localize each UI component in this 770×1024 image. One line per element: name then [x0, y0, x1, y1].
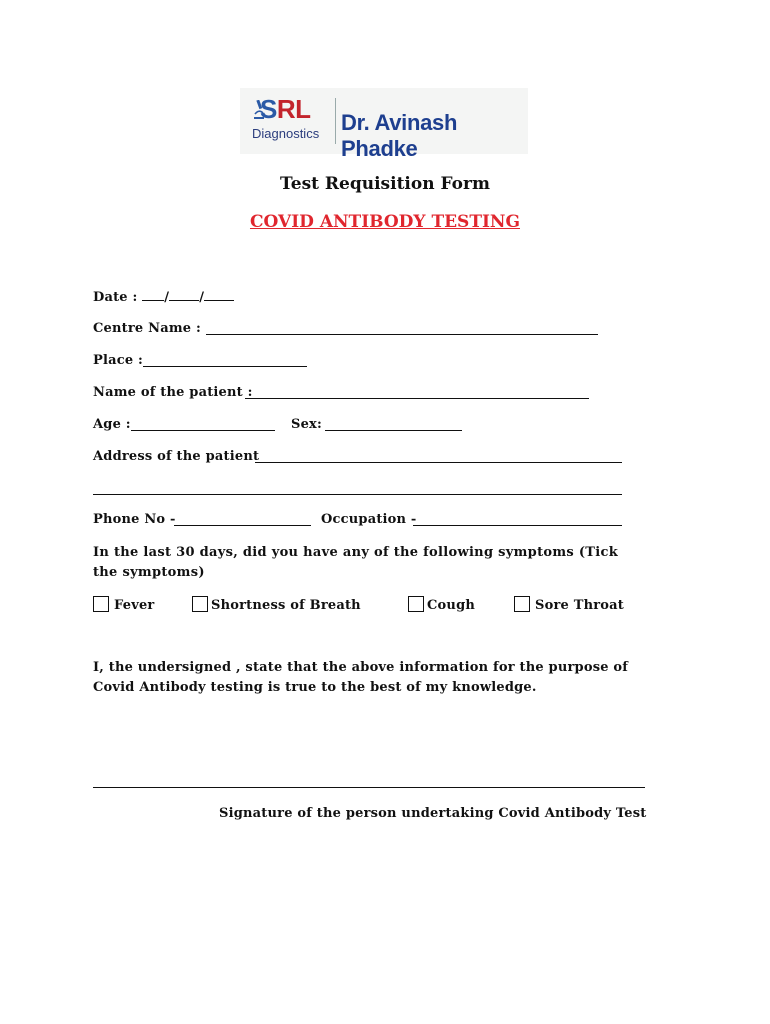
patient-name-field[interactable]: [245, 387, 589, 399]
signature-field[interactable]: [93, 786, 645, 788]
symptom-cough[interactable]: [408, 596, 475, 613]
phone-label: Phone No -: [93, 512, 176, 527]
symptom-fever-label: Fever: [114, 598, 155, 613]
srl-subtitle: Diagnostics: [252, 126, 320, 141]
symptoms-question: In the last 30 days, did you have any of the following symptoms (Tick the symptoms): [93, 545, 619, 580]
logo-divider: [335, 98, 336, 144]
sex-label: Sex:: [291, 417, 323, 432]
date-month-field[interactable]: [169, 289, 199, 301]
address-field-line1[interactable]: [255, 451, 622, 463]
signature-caption: Signature of the person undertaking Covid Antibody Test: [219, 806, 647, 821]
symptom-sore-throat-label: Sore Throat: [535, 598, 624, 613]
symptom-sore-throat[interactable]: [514, 596, 624, 613]
place-field[interactable]: [143, 355, 307, 367]
date-label: Date :: [93, 290, 138, 305]
patient-name-label: Name of the patient :: [93, 385, 253, 400]
declaration-text: I, the undersigned , state that the above information for the purpose of Covid Antibody testing is true to the best of my knowledge.: [93, 660, 629, 695]
partner-name: Dr. Avinash Phadke: [341, 110, 458, 161]
date-year-field[interactable]: [204, 289, 234, 301]
lab-logo: [240, 88, 528, 161]
checkbox-sore-throat[interactable]: [514, 596, 530, 612]
symptom-breath-label: Shortness of Breath: [211, 598, 361, 613]
checkbox-cough[interactable]: [408, 596, 424, 612]
date-day-field[interactable]: [142, 289, 164, 301]
place-label: Place :: [93, 353, 144, 368]
sex-field[interactable]: [325, 419, 462, 431]
age-label: Age :: [93, 417, 131, 432]
phone-field[interactable]: [174, 514, 311, 526]
date-row: Date : / /: [93, 289, 234, 305]
age-field[interactable]: [131, 419, 275, 431]
address-field-line2[interactable]: [93, 483, 622, 495]
occupation-field[interactable]: [413, 514, 622, 526]
symptom-cough-label: Cough: [427, 598, 476, 613]
page-subtitle: COVID ANTIBODY TESTING: [249, 212, 520, 232]
centre-name-field[interactable]: [206, 323, 598, 335]
symptom-shortness-of-breath[interactable]: [192, 596, 361, 613]
centre-label: Centre Name :: [93, 321, 201, 336]
occupation-label: Occupation -: [321, 512, 417, 527]
symptom-fever[interactable]: [93, 596, 154, 613]
srl-wordmark: SRL: [260, 94, 311, 124]
checkbox-shortness-of-breath[interactable]: [192, 596, 208, 612]
page-title: Test Requisition Form: [280, 174, 490, 194]
address-label: Address of the patient: [93, 449, 260, 464]
checkbox-fever[interactable]: [93, 596, 109, 612]
